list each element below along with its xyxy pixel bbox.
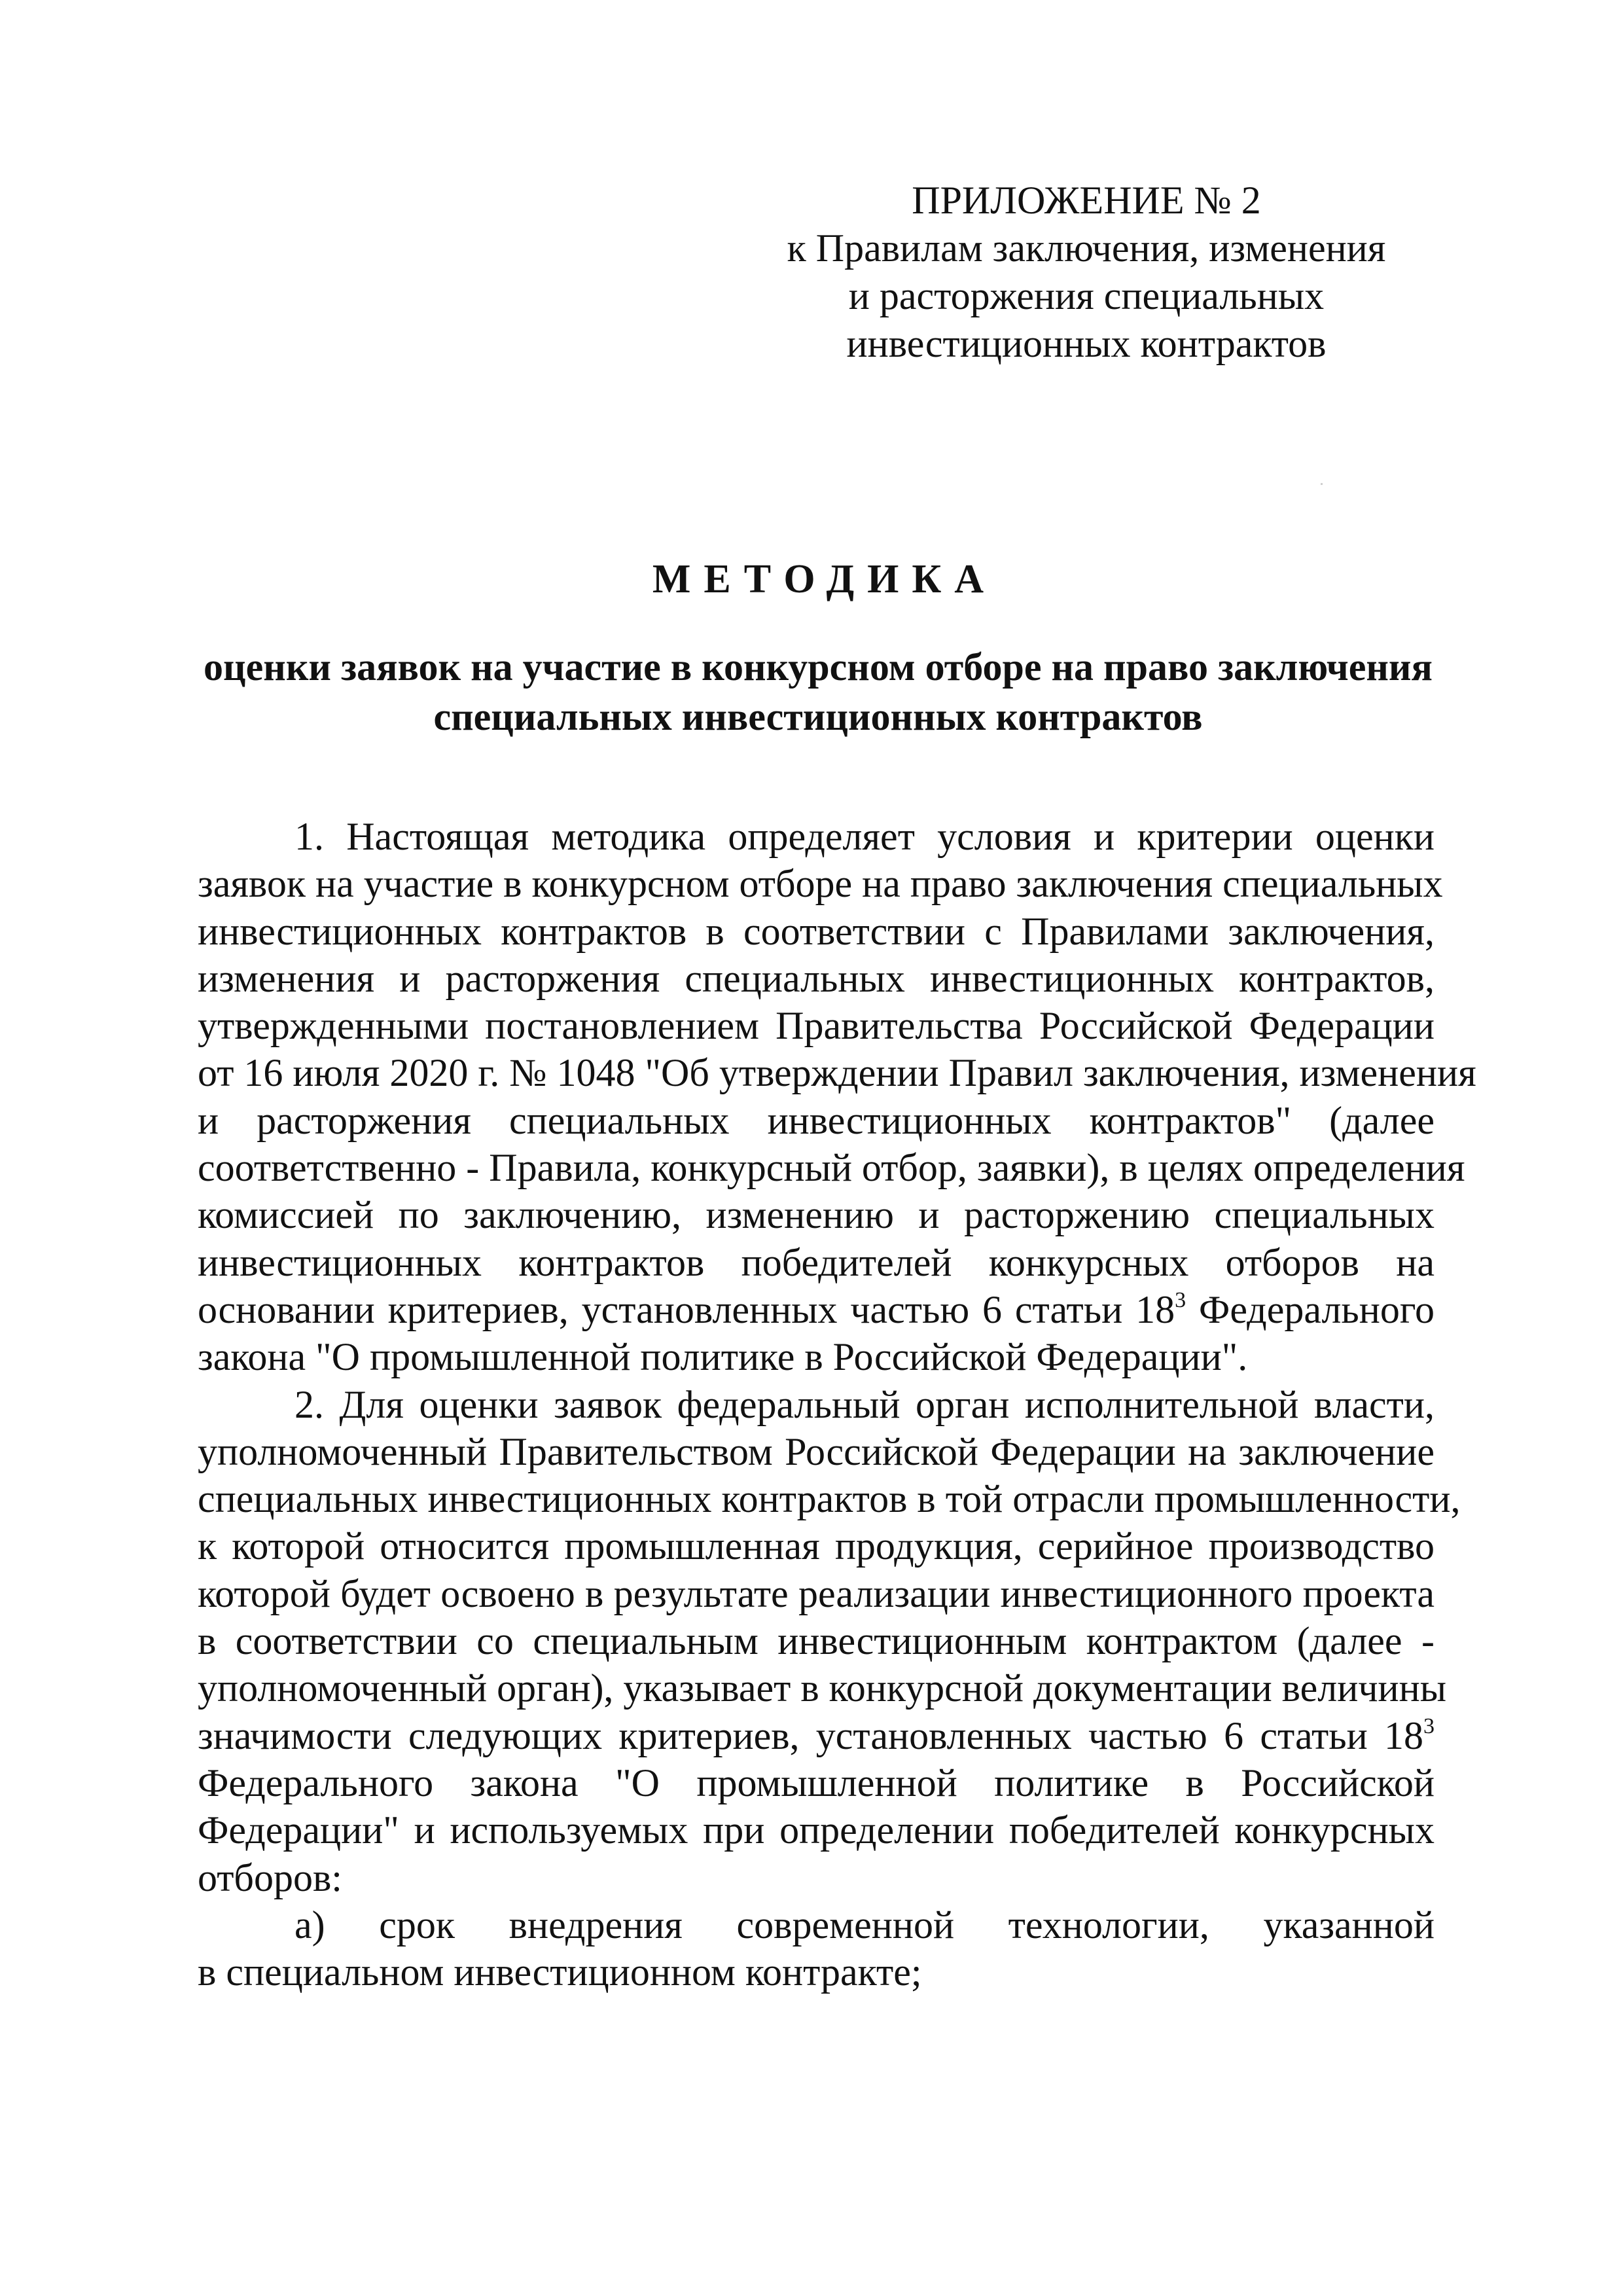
paragraph-line: комиссией по заключению, изменению и расторжению специальных [198, 1193, 1435, 1237]
paragraph-line: от 16 июля 2020 г. № 1048 "Об утверждении Правил заключения, изменения [198, 1051, 1476, 1095]
line-text: Федерального [1198, 1287, 1435, 1331]
paragraph-line: специальных инвестиционных контрактов в той отрасли промышленности, [198, 1477, 1461, 1521]
paragraph-line: которой будет освоено в результате реализации инвестиционного проекта [198, 1571, 1435, 1615]
paragraph-line: изменения и расторжения специальных инвестиционных контрактов, [198, 956, 1435, 1000]
body-text [198, 813, 1476, 1996]
paragraph-2 [198, 1381, 1461, 1901]
paragraph-line: инвестиционных контрактов победителей конкурсных отборов на [198, 1240, 1435, 1284]
paragraph-line: уполномоченный Правительством Российской Федерации на заключение [198, 1429, 1435, 1473]
paragraph-line-with-superscript [198, 1286, 1435, 1333]
title-subtitle-line1: оценки заявок на участие в конкурсном отборе на право заключения [204, 645, 1433, 689]
paragraph-line: 2. Для оценки заявок федеральный орган исполнительной власти, [294, 1382, 1435, 1426]
appendix-ref-line3: инвестиционных контрактов [846, 322, 1327, 365]
appendix-ref-line2: и расторжения специальных [848, 274, 1325, 317]
title-subtitle [196, 642, 1440, 742]
paragraph-line: отборов: [198, 1856, 342, 1899]
line-text: основании критериев, установленных частью 6 статьи 18 [198, 1287, 1175, 1331]
paragraph-line: и расторжения специальных инвестиционных контрактов" (далее [198, 1098, 1435, 1142]
appendix-ref-line1: к Правилам заключения, изменения [787, 226, 1386, 270]
superscript: 3 [1175, 1287, 1186, 1312]
paragraph-line-with-superscript [198, 1712, 1435, 1759]
paragraph-line: 1. Настоящая методика определяет условия и критерии оценки [294, 815, 1435, 858]
paragraph-line: заявок на участие в конкурсном отборе на право заключения специальных [198, 862, 1443, 906]
paragraph-1 [198, 813, 1476, 1381]
appendix-header [782, 177, 1391, 368]
paragraph-line: инвестиционных контрактов в соответствии с Правилами заключения, [198, 909, 1435, 953]
paragraph-line: Федерального закона "О промышленной политике в Российской [198, 1761, 1435, 1804]
paragraph-line: а) срок внедрения современной технологии, указанной [294, 1903, 1435, 1946]
paragraph-line: утвержденными постановлением Правительства Российской Федерации [198, 1004, 1435, 1048]
document-title [196, 553, 1440, 742]
paragraph-line: Федерации" и используемых при определении победителей конкурсных [198, 1808, 1435, 1852]
paragraph-line: в специальном инвестиционном контракте; [198, 1950, 922, 1994]
paragraph-line: уполномоченный орган), указывает в конкурсной документации величины [198, 1666, 1447, 1710]
paragraph-line: в соответствии со специальным инвестиционным контрактом (далее - [198, 1619, 1435, 1663]
title-subtitle-line2: специальных инвестиционных контрактов [433, 695, 1203, 738]
paragraph-line: к которой относится промышленная продукция, серийное производство [198, 1524, 1435, 1568]
title-main: МЕТОДИКА [652, 557, 997, 601]
appendix-number: ПРИЛОЖЕНИЕ № 2 [912, 179, 1261, 222]
line-text: значимости следующих критериев, установленных частью 6 статьи 18 [198, 1713, 1423, 1757]
paragraph-line: соответственно - Правила, конкурсный отбор, заявки), в целях определения [198, 1146, 1465, 1190]
list-item-a [198, 1901, 1435, 1996]
paragraph-line: закона "О промышленной политике в Российской Федерации". [198, 1335, 1248, 1379]
superscript: 3 [1423, 1713, 1435, 1738]
scan-speck [1321, 483, 1323, 485]
